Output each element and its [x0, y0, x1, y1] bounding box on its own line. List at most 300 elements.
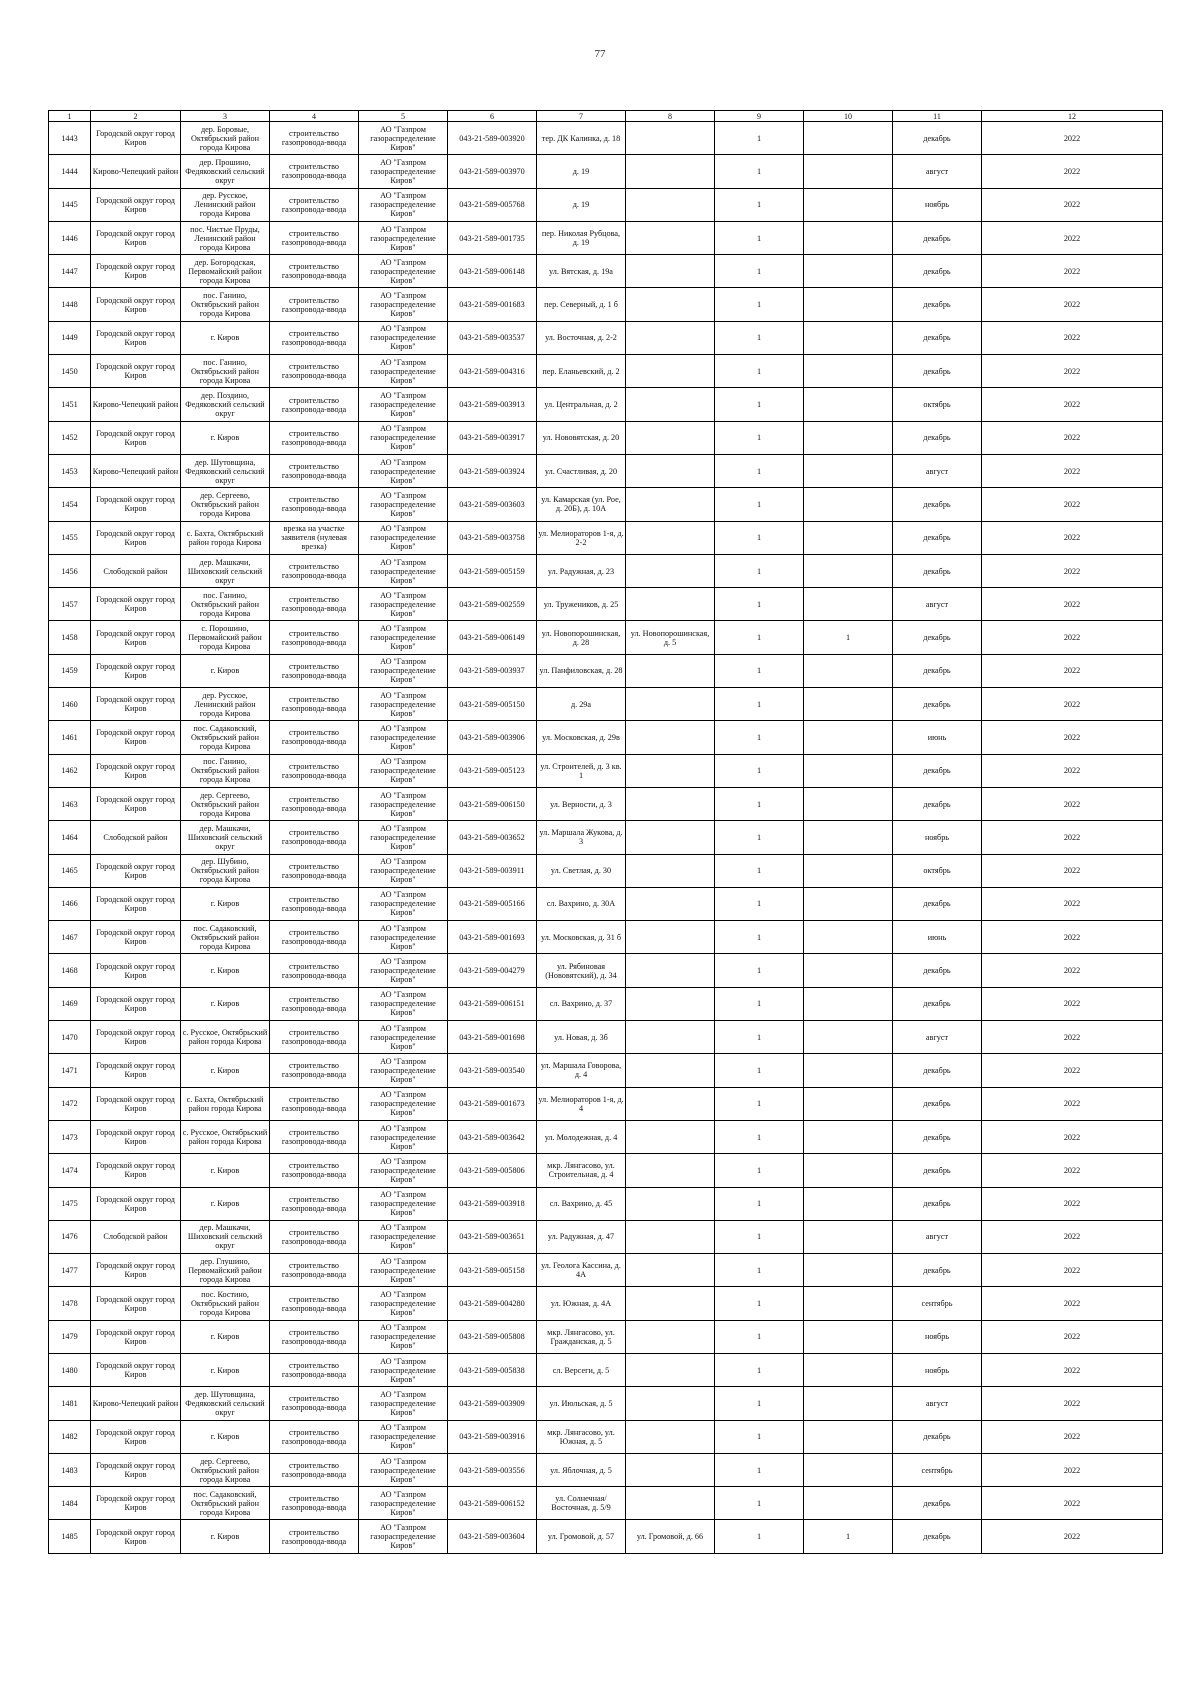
month-cell: декабрь: [893, 1054, 982, 1087]
table-row: [49, 721, 1163, 754]
address-extra-cell: [626, 188, 715, 221]
year-cell: 2022: [982, 554, 1163, 587]
count-extra-cell: [804, 554, 893, 587]
column-number-cell: 10: [804, 111, 893, 122]
address-cell: сл. Версеги, д. 5: [537, 1353, 626, 1386]
organization-cell: АО "Газпром газораспределение Киров": [359, 854, 448, 887]
work-type-cell: строительство газопровода-ввода: [270, 1320, 359, 1353]
municipality-cell: Городской округ город Киров: [91, 421, 181, 454]
municipality-cell: Городской округ город Киров: [91, 1254, 181, 1287]
month-cell: сентябрь: [893, 1453, 982, 1486]
count-extra-cell: [804, 721, 893, 754]
municipality-cell: Городской округ город Киров: [91, 321, 181, 354]
column-number-cell: 11: [893, 111, 982, 122]
municipality-cell: Городской округ город Киров: [91, 288, 181, 321]
table-row: [49, 355, 1163, 388]
count-cell: 1: [715, 1154, 804, 1187]
address-extra-cell: [626, 155, 715, 188]
application-number-cell: 043-21-589-005150: [448, 688, 537, 721]
address-cell: пер. Еланьевский, д. 2: [537, 355, 626, 388]
address-cell: ул. Маршала Говорова, д. 4: [537, 1054, 626, 1087]
table-row: [49, 1187, 1163, 1220]
settlement-cell: пос. Садаковский, Октябрьский район города Кирова: [181, 721, 270, 754]
settlement-cell: пос. Ганино, Октябрьский район города Кирова: [181, 588, 270, 621]
table-row: [49, 554, 1163, 587]
application-number-cell: 043-21-589-004316: [448, 355, 537, 388]
address-extra-cell: [626, 721, 715, 754]
municipality-cell: Кирово-Чепецкий район: [91, 454, 181, 487]
count-extra-cell: [804, 1154, 893, 1187]
address-extra-cell: [626, 388, 715, 421]
month-cell: декабрь: [893, 887, 982, 920]
row-number-cell: 1444: [49, 155, 91, 188]
work-type-cell: строительство газопровода-ввода: [270, 1220, 359, 1253]
year-cell: 2022: [982, 1154, 1163, 1187]
count-cell: 1: [715, 122, 804, 155]
table-row: [49, 1120, 1163, 1153]
column-number-cell: 8: [626, 111, 715, 122]
month-cell: ноябрь: [893, 1353, 982, 1386]
year-cell: 2022: [982, 1320, 1163, 1353]
year-cell: 2022: [982, 1453, 1163, 1486]
organization-cell: АО "Газпром газораспределение Киров": [359, 1420, 448, 1453]
application-number-cell: 043-21-589-003911: [448, 854, 537, 887]
count-extra-cell: [804, 821, 893, 854]
count-extra-cell: [804, 954, 893, 987]
application-number-cell: 043-21-589-003540: [448, 1054, 537, 1087]
table-row: [49, 1254, 1163, 1287]
application-number-cell: 043-21-589-003918: [448, 1187, 537, 1220]
year-cell: 2022: [982, 721, 1163, 754]
application-number-cell: 043-21-589-005166: [448, 887, 537, 920]
row-number-cell: 1443: [49, 122, 91, 155]
year-cell: 2022: [982, 588, 1163, 621]
work-type-cell: строительство газопровода-ввода: [270, 654, 359, 687]
application-number-cell: 043-21-589-006152: [448, 1487, 537, 1520]
table-row: [49, 688, 1163, 721]
count-extra-cell: [804, 688, 893, 721]
table-row: [49, 1320, 1163, 1353]
count-cell: 1: [715, 521, 804, 554]
count-cell: 1: [715, 1054, 804, 1087]
address-extra-cell: [626, 754, 715, 787]
address-cell: сл. Вахрино, д. 37: [537, 987, 626, 1020]
address-extra-cell: [626, 1021, 715, 1054]
work-type-cell: строительство газопровода-ввода: [270, 588, 359, 621]
count-cell: 1: [715, 1120, 804, 1153]
month-cell: декабрь: [893, 621, 982, 654]
organization-cell: АО "Газпром газораспределение Киров": [359, 355, 448, 388]
address-extra-cell: [626, 554, 715, 587]
column-number-cell: 9: [715, 111, 804, 122]
address-cell: тер. ДК Калинка, д. 18: [537, 122, 626, 155]
table-row: [49, 255, 1163, 288]
address-extra-cell: [626, 987, 715, 1020]
settlement-cell: с. Русское, Октябрьский район города Кирова: [181, 1021, 270, 1054]
count-cell: 1: [715, 821, 804, 854]
table-row: [49, 987, 1163, 1020]
year-cell: 2022: [982, 521, 1163, 554]
table-row: [49, 1520, 1163, 1553]
work-type-cell: строительство газопровода-ввода: [270, 721, 359, 754]
application-number-cell: 043-21-589-003924: [448, 454, 537, 487]
count-extra-cell: [804, 521, 893, 554]
table-row: [49, 787, 1163, 820]
row-number-cell: 1474: [49, 1154, 91, 1187]
work-type-cell: строительство газопровода-ввода: [270, 688, 359, 721]
table-row: [49, 221, 1163, 254]
address-extra-cell: [626, 221, 715, 254]
row-number-cell: 1469: [49, 987, 91, 1020]
address-extra-cell: [626, 321, 715, 354]
address-extra-cell: [626, 1087, 715, 1120]
count-cell: 1: [715, 1353, 804, 1386]
address-cell: ул. Громовой, д. 57: [537, 1520, 626, 1553]
table-row: [49, 854, 1163, 887]
year-cell: 2022: [982, 1254, 1163, 1287]
address-cell: ул. Светлая, д. 30: [537, 854, 626, 887]
month-cell: август: [893, 1021, 982, 1054]
count-cell: 1: [715, 1087, 804, 1120]
row-number-cell: 1470: [49, 1021, 91, 1054]
address-extra-cell: [626, 954, 715, 987]
month-cell: ноябрь: [893, 821, 982, 854]
settlement-cell: дер. Поздино, Федяковский сельский округ: [181, 388, 270, 421]
application-number-cell: 043-21-589-003909: [448, 1387, 537, 1420]
organization-cell: АО "Газпром газораспределение Киров": [359, 588, 448, 621]
application-number-cell: 043-21-589-003937: [448, 654, 537, 687]
organization-cell: АО "Газпром газораспределение Киров": [359, 1220, 448, 1253]
address-cell: сл. Вахрино, д. 45: [537, 1187, 626, 1220]
address-cell: ул. Южная, д. 4А: [537, 1287, 626, 1320]
settlement-cell: г. Киров: [181, 421, 270, 454]
month-cell: июнь: [893, 721, 982, 754]
header-row: [49, 111, 1163, 122]
municipality-cell: Городской округ город Киров: [91, 1453, 181, 1486]
settlement-cell: дер. Сергеево, Октябрьский район города Кирова: [181, 787, 270, 820]
address-cell: ул. Камарская (ул. Рое, д. 20Б), д. 10А: [537, 488, 626, 521]
work-type-cell: строительство газопровода-ввода: [270, 355, 359, 388]
count-extra-cell: [804, 1254, 893, 1287]
address-extra-cell: [626, 255, 715, 288]
count-extra-cell: [804, 887, 893, 920]
month-cell: декабрь: [893, 221, 982, 254]
row-number-cell: 1457: [49, 588, 91, 621]
address-cell: ул. Солнечная/Восточная, д. 5/9: [537, 1487, 626, 1520]
year-cell: 2022: [982, 1520, 1163, 1553]
year-cell: 2022: [982, 921, 1163, 954]
count-cell: 1: [715, 1254, 804, 1287]
month-cell: декабрь: [893, 554, 982, 587]
application-number-cell: 043-21-589-003970: [448, 155, 537, 188]
count-extra-cell: [804, 1054, 893, 1087]
year-cell: 2022: [982, 654, 1163, 687]
table-row: [49, 155, 1163, 188]
year-cell: 2022: [982, 321, 1163, 354]
count-extra-cell: [804, 1120, 893, 1153]
row-number-cell: 1480: [49, 1353, 91, 1386]
column-number-cell: 7: [537, 111, 626, 122]
row-number-cell: 1446: [49, 221, 91, 254]
application-number-cell: 043-21-589-001693: [448, 921, 537, 954]
table-row: [49, 1353, 1163, 1386]
municipality-cell: Городской округ город Киров: [91, 1353, 181, 1386]
application-number-cell: 043-21-589-006148: [448, 255, 537, 288]
row-number-cell: 1466: [49, 887, 91, 920]
work-type-cell: строительство газопровода-ввода: [270, 1520, 359, 1553]
month-cell: декабрь: [893, 654, 982, 687]
application-number-cell: 043-21-589-003604: [448, 1520, 537, 1553]
month-cell: декабрь: [893, 488, 982, 521]
count-cell: 1: [715, 688, 804, 721]
municipality-cell: Городской округ город Киров: [91, 1420, 181, 1453]
work-type-cell: строительство газопровода-ввода: [270, 1054, 359, 1087]
organization-cell: АО "Газпром газораспределение Киров": [359, 554, 448, 587]
municipality-cell: Городской округ город Киров: [91, 122, 181, 155]
municipality-cell: Городской округ город Киров: [91, 1187, 181, 1220]
organization-cell: АО "Газпром газораспределение Киров": [359, 454, 448, 487]
page-number: 77: [594, 48, 606, 60]
address-cell: ул. Нововятская, д. 20: [537, 421, 626, 454]
month-cell: декабрь: [893, 1154, 982, 1187]
settlement-cell: дер. Шутовщина, Федяковский сельский округ: [181, 1387, 270, 1420]
month-cell: декабрь: [893, 1520, 982, 1553]
count-cell: 1: [715, 1220, 804, 1253]
row-number-cell: 1463: [49, 787, 91, 820]
year-cell: 2022: [982, 1087, 1163, 1120]
row-number-cell: 1461: [49, 721, 91, 754]
application-number-cell: 043-21-589-003758: [448, 521, 537, 554]
count-cell: 1: [715, 188, 804, 221]
row-number-cell: 1449: [49, 321, 91, 354]
table-row: [49, 122, 1163, 155]
year-cell: 2022: [982, 421, 1163, 454]
settlement-cell: г. Киров: [181, 954, 270, 987]
settlement-cell: пос. Ганино, Октябрьский район города Кирова: [181, 288, 270, 321]
row-number-cell: 1476: [49, 1220, 91, 1253]
count-cell: 1: [715, 854, 804, 887]
table-row: [49, 1054, 1163, 1087]
settlement-cell: дер. Глушино, Первомайский район города Кирова: [181, 1254, 270, 1287]
work-type-cell: строительство газопровода-ввода: [270, 155, 359, 188]
address-cell: ул. Маршала Жукова, д. 3: [537, 821, 626, 854]
count-cell: 1: [715, 1287, 804, 1320]
count-extra-cell: [804, 588, 893, 621]
settlement-cell: дер. Русское, Ленинский район города Кирова: [181, 188, 270, 221]
year-cell: 2022: [982, 188, 1163, 221]
organization-cell: АО "Газпром газораспределение Киров": [359, 421, 448, 454]
year-cell: 2022: [982, 155, 1163, 188]
month-cell: декабрь: [893, 954, 982, 987]
work-type-cell: строительство газопровода-ввода: [270, 321, 359, 354]
year-cell: 2022: [982, 1353, 1163, 1386]
month-cell: декабрь: [893, 688, 982, 721]
row-number-cell: 1451: [49, 388, 91, 421]
address-cell: ул. Радужная, д. 23: [537, 554, 626, 587]
address-cell: сл. Вахрино, д. 30А: [537, 887, 626, 920]
work-type-cell: строительство газопровода-ввода: [270, 221, 359, 254]
settlement-cell: г. Киров: [181, 321, 270, 354]
column-number-cell: 12: [982, 111, 1163, 122]
count-extra-cell: [804, 488, 893, 521]
municipality-cell: Городской округ город Киров: [91, 221, 181, 254]
address-cell: ул. Строителей, д. 3 кв. 1: [537, 754, 626, 787]
count-extra-cell: [804, 1087, 893, 1120]
row-number-cell: 1485: [49, 1520, 91, 1553]
address-cell: д. 19: [537, 188, 626, 221]
application-number-cell: 043-21-589-003556: [448, 1453, 537, 1486]
year-cell: 2022: [982, 754, 1163, 787]
table-row: [49, 1154, 1163, 1187]
settlement-cell: дер. Сергеево, Октябрьский район города Кирова: [181, 488, 270, 521]
work-type-cell: строительство газопровода-ввода: [270, 554, 359, 587]
application-number-cell: 043-21-589-003920: [448, 122, 537, 155]
month-cell: декабрь: [893, 1087, 982, 1120]
organization-cell: АО "Газпром газораспределение Киров": [359, 721, 448, 754]
settlement-cell: г. Киров: [181, 654, 270, 687]
settlement-cell: пос. Садаковский, Октябрьский район города Кирова: [181, 921, 270, 954]
year-cell: 2022: [982, 221, 1163, 254]
count-cell: 1: [715, 1021, 804, 1054]
year-cell: 2022: [982, 1420, 1163, 1453]
count-cell: 1: [715, 887, 804, 920]
year-cell: 2022: [982, 255, 1163, 288]
count-extra-cell: [804, 1320, 893, 1353]
application-number-cell: 043-21-589-005838: [448, 1353, 537, 1386]
year-cell: 2022: [982, 787, 1163, 820]
row-number-cell: 1475: [49, 1187, 91, 1220]
address-cell: д. 29а: [537, 688, 626, 721]
count-extra-cell: [804, 1220, 893, 1253]
address-cell: мкр. Лянгасово, ул. Южная, д. 5: [537, 1420, 626, 1453]
count-cell: 1: [715, 1520, 804, 1553]
row-number-cell: 1468: [49, 954, 91, 987]
count-extra-cell: [804, 454, 893, 487]
address-cell: ул. Рябиновая (Нововятский), д. 34: [537, 954, 626, 987]
organization-cell: АО "Газпром газораспределение Киров": [359, 1353, 448, 1386]
work-type-cell: врезка на участке заявителя (нулевая врезка): [270, 521, 359, 554]
row-number-cell: 1450: [49, 355, 91, 388]
month-cell: декабрь: [893, 787, 982, 820]
application-number-cell: 043-21-589-003906: [448, 721, 537, 754]
count-extra-cell: [804, 122, 893, 155]
table-row: [49, 321, 1163, 354]
count-extra-cell: [804, 1287, 893, 1320]
work-type-cell: строительство газопровода-ввода: [270, 887, 359, 920]
count-extra-cell: [804, 155, 893, 188]
organization-cell: АО "Газпром газораспределение Киров": [359, 821, 448, 854]
row-number-cell: 1471: [49, 1054, 91, 1087]
municipality-cell: Городской округ город Киров: [91, 1520, 181, 1553]
address-cell: пер. Северный, д. 1 б: [537, 288, 626, 321]
organization-cell: АО "Газпром газораспределение Киров": [359, 654, 448, 687]
municipality-cell: Городской округ город Киров: [91, 621, 181, 654]
year-cell: 2022: [982, 122, 1163, 155]
month-cell: сентябрь: [893, 1287, 982, 1320]
count-cell: 1: [715, 421, 804, 454]
settlement-cell: пос. Ганино, Октябрьский район города Кирова: [181, 355, 270, 388]
application-number-cell: 043-21-589-005768: [448, 188, 537, 221]
count-extra-cell: [804, 854, 893, 887]
month-cell: август: [893, 1387, 982, 1420]
year-cell: 2022: [982, 1054, 1163, 1087]
table-row: [49, 388, 1163, 421]
municipality-cell: Слободской район: [91, 554, 181, 587]
address-extra-cell: [626, 688, 715, 721]
row-number-cell: 1447: [49, 255, 91, 288]
work-type-cell: строительство газопровода-ввода: [270, 421, 359, 454]
application-number-cell: 043-21-589-005123: [448, 754, 537, 787]
address-extra-cell: [626, 821, 715, 854]
column-number-cell: 3: [181, 111, 270, 122]
table-row: [49, 1487, 1163, 1520]
municipality-cell: Городской округ город Киров: [91, 1320, 181, 1353]
address-cell: ул. Панфиловская, д. 28: [537, 654, 626, 687]
work-type-cell: строительство газопровода-ввода: [270, 1021, 359, 1054]
table-row: [49, 421, 1163, 454]
address-extra-cell: [626, 521, 715, 554]
count-cell: 1: [715, 554, 804, 587]
month-cell: декабрь: [893, 987, 982, 1020]
organization-cell: АО "Газпром газораспределение Киров": [359, 1021, 448, 1054]
address-extra-cell: [626, 654, 715, 687]
municipality-cell: Городской округ город Киров: [91, 688, 181, 721]
address-extra-cell: [626, 288, 715, 321]
application-number-cell: 043-21-589-003651: [448, 1220, 537, 1253]
application-number-cell: 043-21-589-003537: [448, 321, 537, 354]
municipality-cell: Кирово-Чепецкий район: [91, 388, 181, 421]
municipality-cell: Слободской район: [91, 821, 181, 854]
row-number-cell: 1483: [49, 1453, 91, 1486]
address-cell: ул. Центральная, д. 2: [537, 388, 626, 421]
row-number-cell: 1462: [49, 754, 91, 787]
application-number-cell: 043-21-589-001698: [448, 1021, 537, 1054]
column-number-cell: 1: [49, 111, 91, 122]
count-cell: 1: [715, 221, 804, 254]
count-extra-cell: [804, 921, 893, 954]
address-extra-cell: [626, 1254, 715, 1287]
count-cell: 1: [715, 654, 804, 687]
address-cell: пер. Николая Рубцова, д. 19: [537, 221, 626, 254]
row-number-cell: 1465: [49, 854, 91, 887]
municipality-cell: Городской округ город Киров: [91, 521, 181, 554]
year-cell: 2022: [982, 1487, 1163, 1520]
year-cell: 2022: [982, 821, 1163, 854]
address-cell: ул. Мелиораторов 1-я, д. 4: [537, 1087, 626, 1120]
work-type-cell: строительство газопровода-ввода: [270, 1187, 359, 1220]
address-cell: ул. Тружеников, д. 25: [537, 588, 626, 621]
work-type-cell: строительство газопровода-ввода: [270, 921, 359, 954]
municipality-cell: Городской округ город Киров: [91, 1154, 181, 1187]
table-row: [49, 1220, 1163, 1253]
municipality-cell: Кирово-Чепецкий район: [91, 155, 181, 188]
month-cell: август: [893, 155, 982, 188]
application-number-cell: 043-21-589-005808: [448, 1320, 537, 1353]
organization-cell: АО "Газпром газораспределение Киров": [359, 688, 448, 721]
count-cell: 1: [715, 1487, 804, 1520]
month-cell: декабрь: [893, 1254, 982, 1287]
application-number-cell: 043-21-589-005159: [448, 554, 537, 587]
settlement-cell: пос. Костино, Октябрьский район города Кирова: [181, 1287, 270, 1320]
table-row: [49, 1021, 1163, 1054]
count-extra-cell: [804, 288, 893, 321]
settlement-cell: дер. Машкачи, Шиховский сельский округ: [181, 821, 270, 854]
settlement-cell: дер. Машкачи, Шиховский сельский округ: [181, 1220, 270, 1253]
application-number-cell: 043-21-589-002559: [448, 588, 537, 621]
work-type-cell: строительство газопровода-ввода: [270, 1420, 359, 1453]
application-number-cell: 043-21-589-006150: [448, 787, 537, 820]
count-extra-cell: [804, 654, 893, 687]
